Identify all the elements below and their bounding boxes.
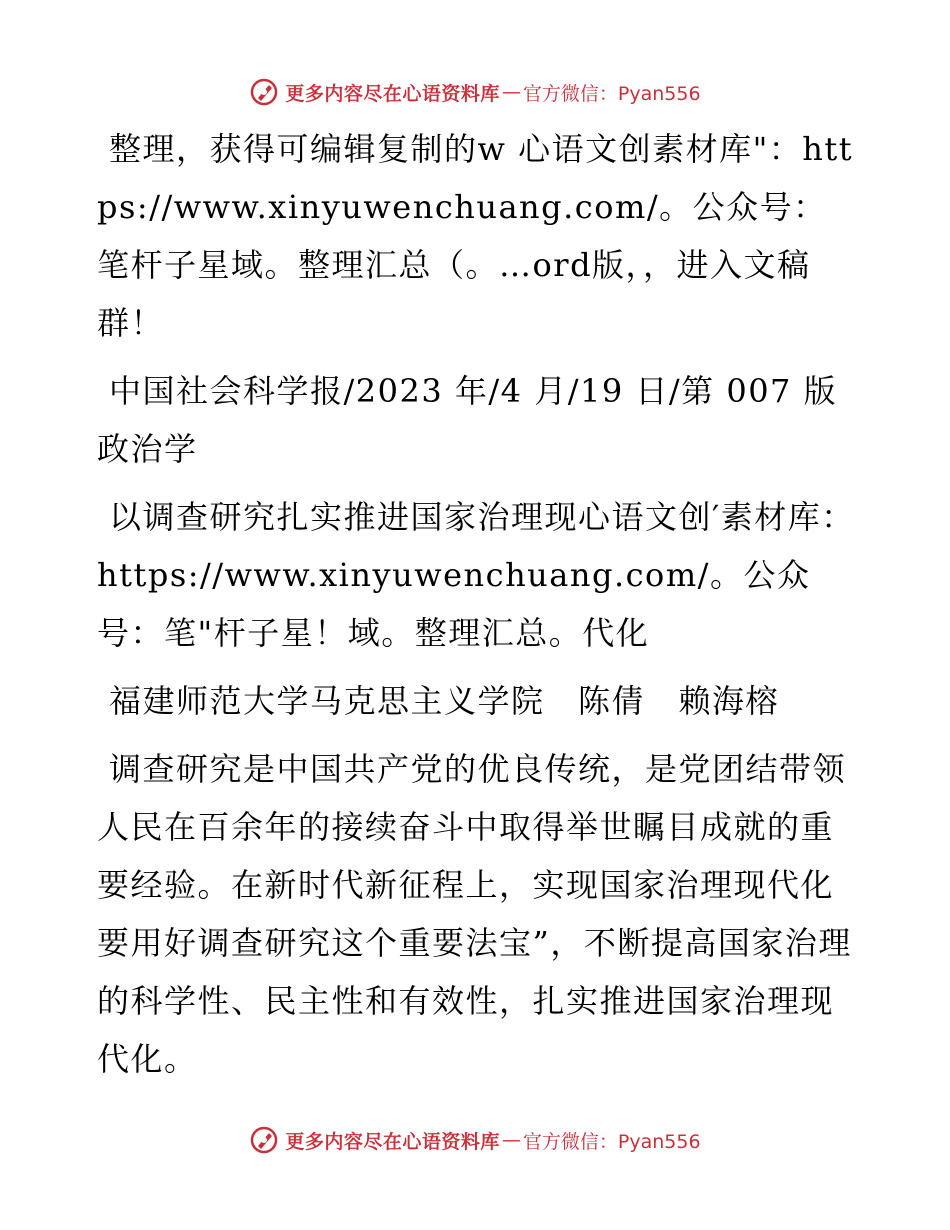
header-watermark-banner <box>0 72 950 112</box>
banner-wechat-id: 官方微信：Pyan556 <box>522 1130 701 1153</box>
paragraph-source: 中国社会科学报/2023 年/4 月/19 日/第 007 版 政治学 <box>97 372 838 468</box>
paragraph-body: 调查研究是中国共产党的优良传统，是党团结带领人民在百余年的接续奋斗中取得举世瞩目成就的重要经验。在新时代新征程上，实现国家治理现代化要用好调查研究这个重要法宝”，不断提高国家治理的科学性、民主性和有效性，扎实推进国家治理现代化。 <box>97 750 852 1078</box>
document-body <box>97 120 857 1098</box>
footer-watermark-banner <box>0 1120 950 1160</box>
banner-title: 更多内容尽在心语资料库 <box>285 82 500 105</box>
banner-title: 更多内容尽在心语资料库 <box>285 1130 500 1153</box>
paragraph-authors: 福建师范大学马克思主义学院 陈倩 赖海榕 <box>109 682 780 720</box>
banner-wechat-id: 官方微信：Pyan556 <box>522 82 701 105</box>
banner-separator: — <box>501 81 521 103</box>
banner-separator: — <box>501 1129 521 1151</box>
paragraph-intro: 整理，获得可编辑复制的w 心语文创素材库"：https://www.xinyuwenchuang.com/。公众号：笔杆子星域。整理汇总（。…ord版，，进入文稿群！ <box>97 130 854 342</box>
pen-logo-icon <box>249 1125 279 1155</box>
pen-logo-icon <box>249 77 279 107</box>
paragraph-title: 以调查研究扎实推进国家治理现心语文创′素材库：https://www.xinyuwenchuang.com/。公众号：笔"杆子星！域。整理汇总。代化 <box>97 498 855 652</box>
